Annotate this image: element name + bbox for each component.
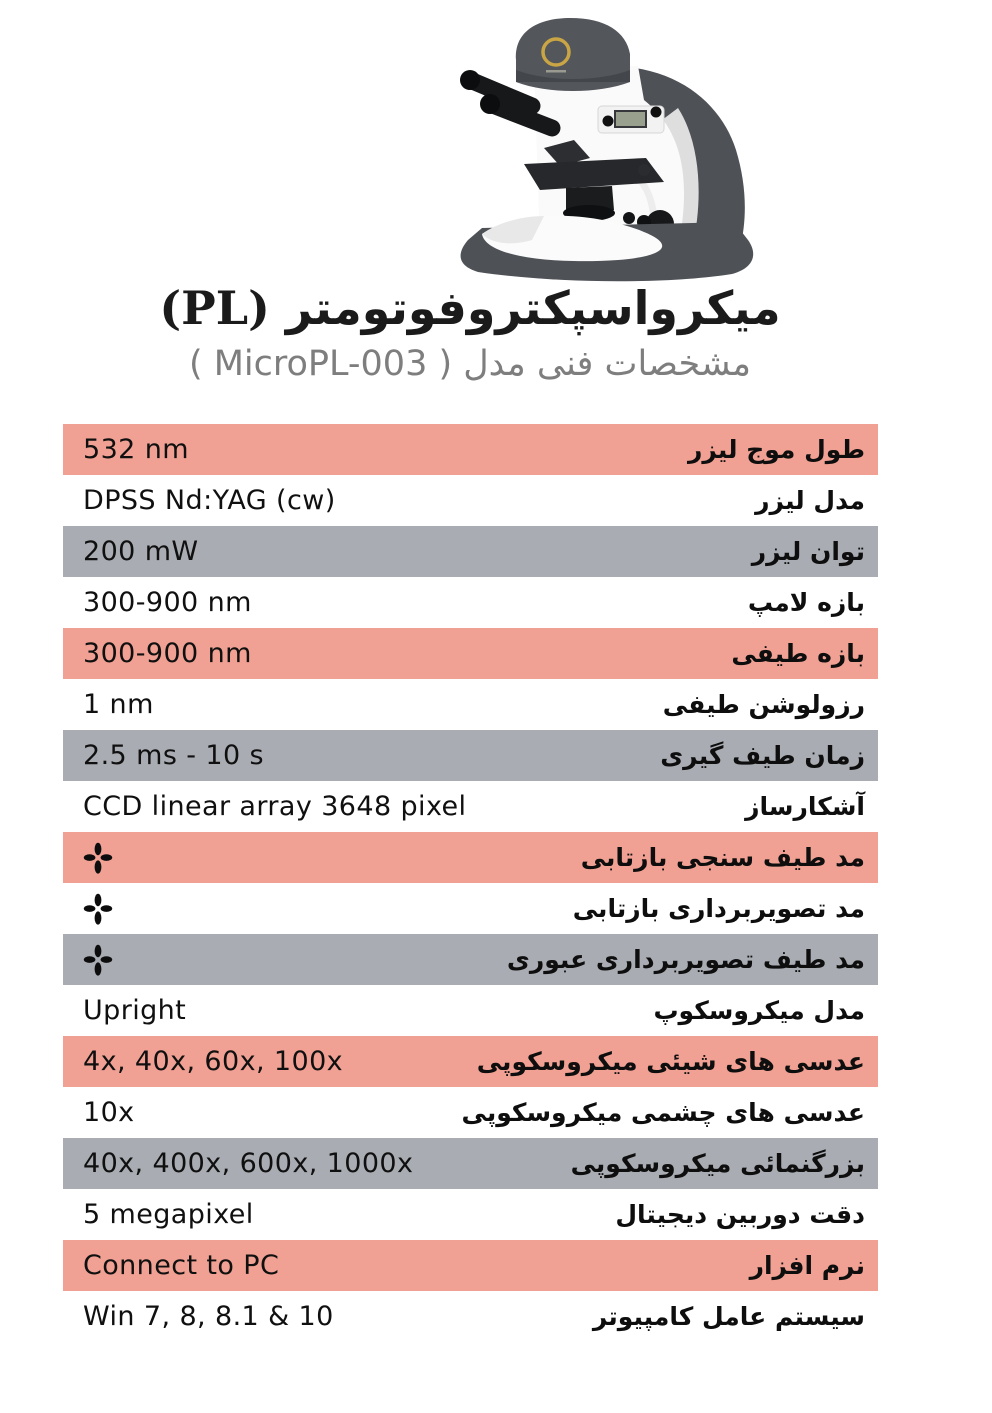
spec-row bbox=[63, 628, 878, 679]
spec-row bbox=[63, 526, 878, 577]
spec-value: 2.5 ms - 10 s bbox=[83, 740, 265, 771]
microscope-image bbox=[448, 8, 766, 286]
lcd-control-panel bbox=[598, 106, 664, 133]
microscope-base bbox=[461, 216, 754, 282]
spec-row bbox=[63, 1036, 878, 1087]
spec-label: سیستم عامل کامپیوتر bbox=[592, 1302, 865, 1331]
spec-row bbox=[63, 883, 878, 934]
spec-row bbox=[63, 730, 878, 781]
check-icon bbox=[83, 893, 113, 925]
spec-label: مدل میکروسکوپ bbox=[653, 996, 865, 1025]
spec-label: زمان طیف گیری bbox=[660, 741, 865, 770]
spec-row bbox=[63, 1240, 878, 1291]
check-icon bbox=[83, 944, 113, 976]
spec-row bbox=[63, 1291, 878, 1342]
four-petal-asterisk-icon bbox=[83, 842, 113, 874]
spec-row bbox=[63, 1087, 878, 1138]
spec-value: Upright bbox=[83, 995, 187, 1026]
spec-value: Connect to PC bbox=[83, 1250, 280, 1281]
spec-row bbox=[63, 475, 878, 526]
spec-row bbox=[63, 577, 878, 628]
spec-label: عدسی های شیئی میکروسکوپی bbox=[476, 1047, 865, 1076]
spec-row bbox=[63, 832, 878, 883]
spec-value: 10x bbox=[83, 1097, 135, 1128]
spec-value: 1 nm bbox=[83, 689, 154, 720]
four-petal-asterisk-icon bbox=[83, 893, 113, 925]
page-subtitle: مشخصات فنی مدل ( MicroPL-003 ) bbox=[188, 344, 752, 384]
spec-value: CCD linear array 3648 pixel bbox=[83, 791, 467, 822]
check-icon bbox=[83, 842, 113, 874]
spec-row bbox=[63, 679, 878, 730]
spec-label: بازه طیفی bbox=[731, 639, 865, 668]
spec-label: توان لیزر bbox=[751, 537, 865, 566]
spec-row bbox=[63, 781, 878, 832]
spec-label: مد طیف تصویربرداری عبوری bbox=[506, 945, 865, 974]
spec-value: 300-900 nm bbox=[83, 587, 252, 618]
spec-label: مدل لیزر bbox=[755, 486, 865, 515]
page-title: میکرواسپکتروفوتومتر (PL) bbox=[159, 281, 781, 335]
spec-value: DPSS Nd:YAG (cw) bbox=[83, 485, 336, 516]
spec-value: 532 nm bbox=[83, 434, 189, 465]
spec-row bbox=[63, 934, 878, 985]
spec-label: مد تصویربرداری بازتابی bbox=[572, 894, 865, 923]
spec-value: Win 7, 8, 8.1 & 10 bbox=[83, 1301, 334, 1332]
spec-value: 5 megapixel bbox=[83, 1199, 254, 1230]
spec-value: 300-900 nm bbox=[83, 638, 252, 669]
spec-value: 4x, 40x, 60x, 100x bbox=[83, 1046, 344, 1077]
spec-label: دقت دوربین دیجیتال bbox=[615, 1200, 865, 1229]
spec-label: آشکارساز bbox=[745, 792, 865, 821]
spec-row bbox=[63, 1189, 878, 1240]
spec-label: طول موج لیزر bbox=[687, 435, 865, 464]
microscope-head bbox=[516, 18, 630, 91]
spec-label: عدسی های چشمی میکروسکوپی bbox=[461, 1098, 865, 1127]
spec-table bbox=[63, 424, 878, 1342]
spec-label: مد طیف سنجی بازتابی bbox=[580, 843, 865, 872]
spec-label: نرم افزار bbox=[749, 1251, 865, 1280]
spec-label: بزرگنمائی میکروسکوپی bbox=[570, 1149, 865, 1178]
four-petal-asterisk-icon bbox=[83, 944, 113, 976]
spec-value: 200 mW bbox=[83, 536, 199, 567]
spec-row bbox=[63, 424, 878, 475]
spec-value: 40x, 400x, 600x, 1000x bbox=[83, 1148, 414, 1179]
spec-label: بازه لامپ bbox=[747, 588, 865, 617]
spec-row bbox=[63, 1138, 878, 1189]
spec-row bbox=[63, 985, 878, 1036]
spec-label: رزولوشن طیفی bbox=[662, 690, 865, 719]
